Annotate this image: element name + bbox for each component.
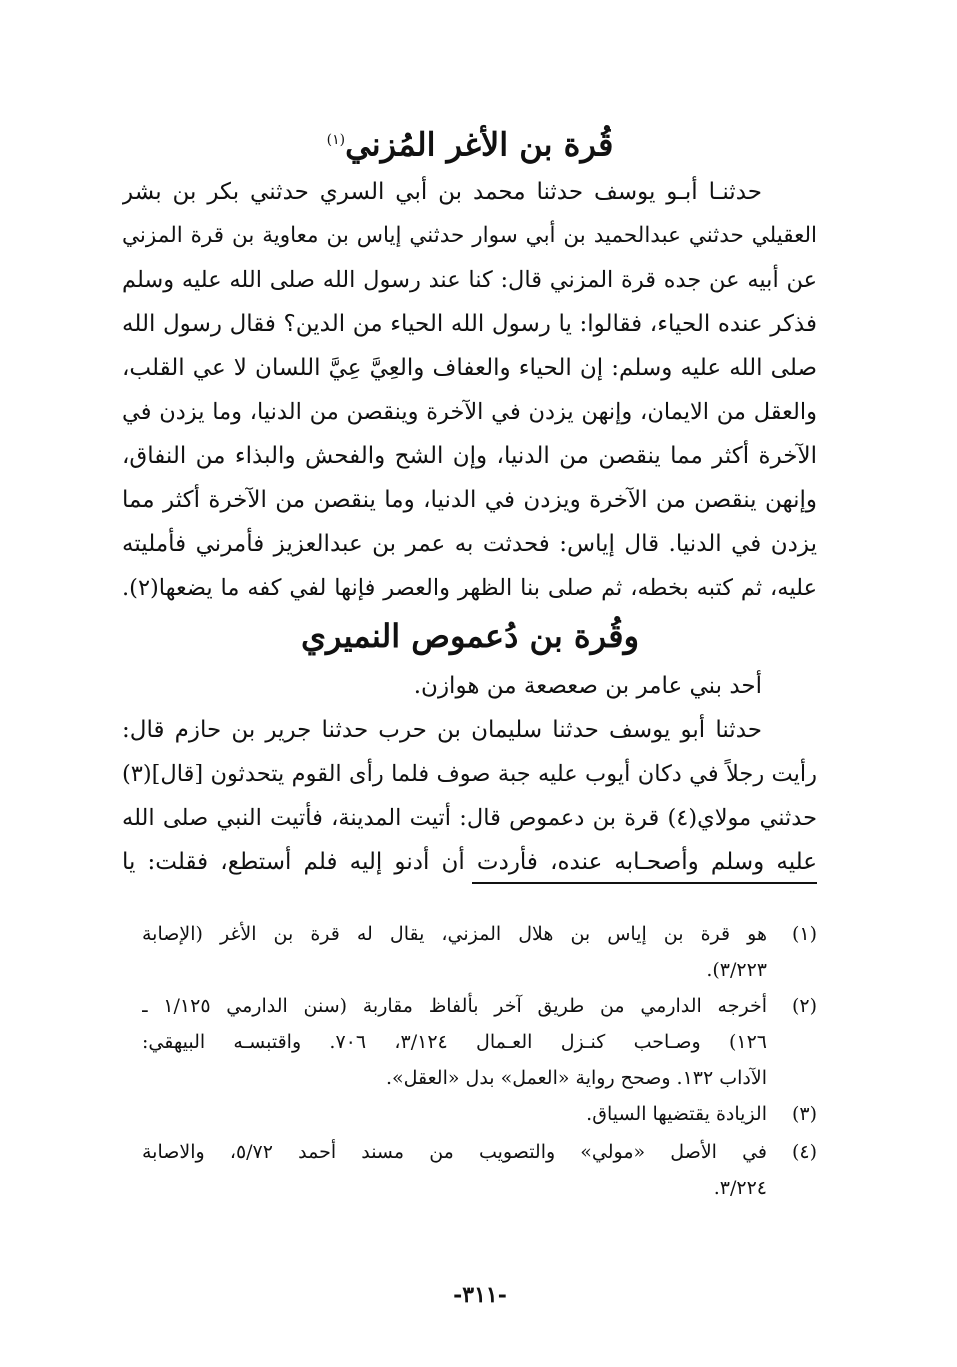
footnote-1 xyxy=(142,916,817,952)
footnote-2-continuation: الآداب ١٣٢. وصحح رواية «العمل» بدل «العقل». xyxy=(385,1067,767,1089)
heading-text: قُرة بن الأغر المُزني xyxy=(345,125,614,164)
body-line: الآخرة أكثر مما ينقصن من الدنيا، وإن الشح والفحش والبذاء من النفاق، xyxy=(122,443,817,469)
footnote-2-continuation: ١٢٦) وصـاحب كنـزل العـمال ٣/١٢٤، ٧٠٦. واقتبسـه البيهقي: xyxy=(142,1031,767,1053)
body-line: رأيت رجلاً في دكان أيوب عليه جبة صوف فلما رأى القوم يتحدثون [قال](٣) xyxy=(122,761,817,787)
footnote-number: (٤) xyxy=(791,1141,817,1163)
footnote-number: (١) xyxy=(791,923,817,945)
footnote-number: (٢) xyxy=(791,995,817,1017)
section-heading-qurra-ibn-al-agharr xyxy=(120,118,820,167)
heading-text: وقُرة بن دُعموص النميري xyxy=(300,617,640,655)
footnote-4-continuation: ٣/٢٢٤. xyxy=(713,1177,767,1199)
footnote-text: هو قرة بن إياس بن هلال المزني، يقال له قرة بن الأغر (الإصابة xyxy=(142,923,767,945)
footnote-3 xyxy=(142,1096,817,1132)
footnote-4 xyxy=(142,1134,817,1170)
body-line: صلى الله عليه وسلم: إن الحياء والعفاف والعِيَّ عِيَّ اللسان لا عي القلب، xyxy=(122,355,817,381)
body-line: أحد بني عامر بن صعصعة من هوازن. xyxy=(413,673,762,699)
body-line: حدثنـا أبـو يوسف حدثنا محمد بن أبي السري حدثني بكر بن بشر xyxy=(122,179,762,205)
body-line: وإنهن ينقصن من الآخرة ويزدن في الدنيا، وما ينقصن من الآخرة أكثر مما xyxy=(122,487,817,513)
footnote-2 xyxy=(142,988,817,1024)
body-line: فذكر عنده الحياء، فقالوا: يا رسول الله الحياء من الدين؟ فقال رسول الله xyxy=(122,311,817,337)
body-line: والعقل من الايمان، وإنهن يزدن في الآخرة وينقصن من الدنيا، وما يزدن في xyxy=(122,399,817,425)
body-line: العقيلي حدثني عبدالحميد بن أبي سوار حدثني إياس بن معاوية بن قرة المزني xyxy=(122,223,817,248)
footnote-1-continuation: ٣/٢٢٣). xyxy=(706,959,767,981)
footnote-separator xyxy=(472,882,817,884)
body-line: حدثني مولاي(٤) قرة بن دعموص قال: أتيت المدينة، فأتيت النبي صلى الله xyxy=(122,805,817,831)
footnote-marker: (١) xyxy=(326,132,346,148)
section-heading-qurra-ibn-dumus xyxy=(120,614,820,658)
body-line: حدثنا أبو يوسف حدثنا سليمان بن حرب حدثنا جرير بن حازم قال: xyxy=(122,717,762,743)
body-line: عليه، ثم كتبه بخطه، ثم صلى بنا الظهر والعصر فإنها لفي كفه ما يضعها(٢). xyxy=(122,575,817,601)
body-line: عن أبيه عن جده قرة المزني قال: كنا عند رسول الله صلى الله عليه وسلم xyxy=(122,267,817,293)
footnote-text: أخرجه الدارمي من طريق آخر بألفاظ مقاربة (سنن الدارمي ١/١٢٥ ـ xyxy=(142,995,767,1017)
footnote-number: (٣) xyxy=(791,1103,817,1125)
body-line: عليه وسلم وأصحـابه عنده، فأردت أن أدنو إليه فلم أستطع، فقلت: يا xyxy=(122,849,817,875)
footnote-text: في الأصل «مولي» والتصويب من مسند أحمد ٥/٧٢، والاصابة xyxy=(142,1141,767,1163)
footnote-text: الزيادة يقتضيها السياق. xyxy=(586,1103,767,1125)
body-line: يزدن في الدنيا. قال إياس: فحدثت به عمر بن عبدالعزيز فأمرني فأمليته xyxy=(122,531,817,557)
page-number: -٣١١- xyxy=(453,1282,507,1308)
